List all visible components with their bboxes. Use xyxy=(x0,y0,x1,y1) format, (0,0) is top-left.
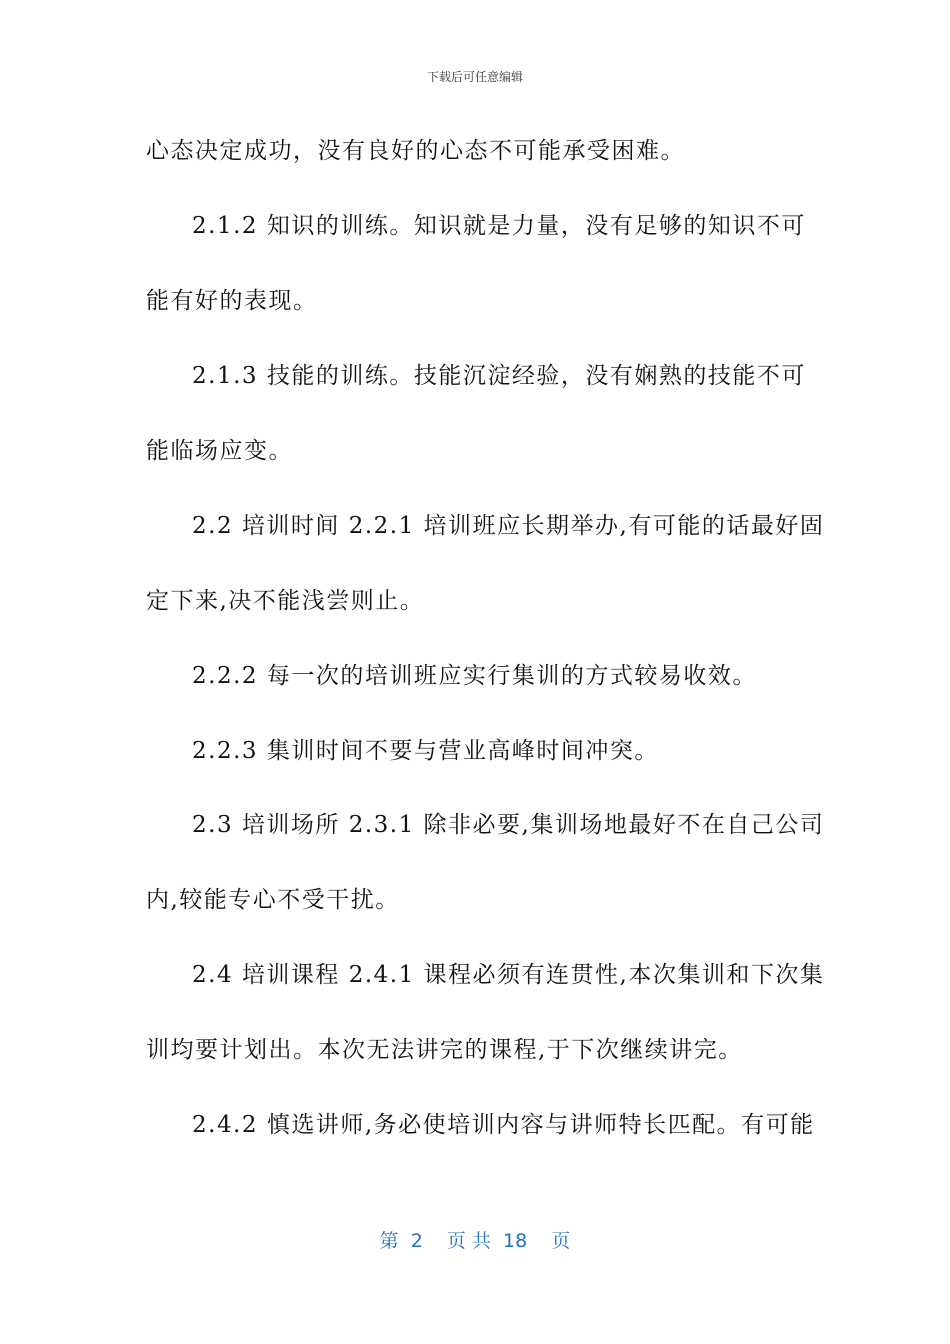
body-line: 2.2 培训时间 2.2.1 培训班应长期举办,有可能的话最好固 xyxy=(192,513,825,539)
body-line: 2.2.2 每一次的培训班应实行集训的方式较易收效。 xyxy=(192,663,757,689)
body-line: 2.1.3 技能的训练。技能沉淀经验，没有娴熟的技能不可 xyxy=(192,363,806,389)
body-line: 训均要计划出。本次无法讲完的课程,于下次继续讲完。 xyxy=(146,1037,743,1063)
body-line: 2.1.2 知识的训练。知识就是力量，没有足够的知识不可 xyxy=(192,213,806,239)
body-line: 能有好的表现。 xyxy=(146,288,318,314)
body-line: 2.2.3 集训时间不要与营业高峰时间冲突。 xyxy=(192,738,659,764)
body-line: 2.4.2 慎选讲师,务必使培训内容与讲师特长匹配。有可能 xyxy=(192,1112,815,1138)
header-note: 下载后可任意编辑 xyxy=(426,70,523,84)
page-number: 第 2 页 共 18 页 xyxy=(379,1230,571,1252)
body-line: 能临场应变。 xyxy=(146,438,293,464)
body-line: 2.4 培训课程 2.4.1 课程必须有连贯性,本次集训和下次集 xyxy=(192,962,825,988)
body-line: 心态决定成功，没有良好的心态不可能承受困难。 xyxy=(146,138,685,164)
body-line: 2.3 培训场所 2.3.1 除非必要,集训场地最好不在自己公司 xyxy=(192,812,825,838)
body-line: 内,较能专心不受干扰。 xyxy=(146,887,400,913)
body-line: 定下来,决不能浅尝则止。 xyxy=(146,588,425,614)
